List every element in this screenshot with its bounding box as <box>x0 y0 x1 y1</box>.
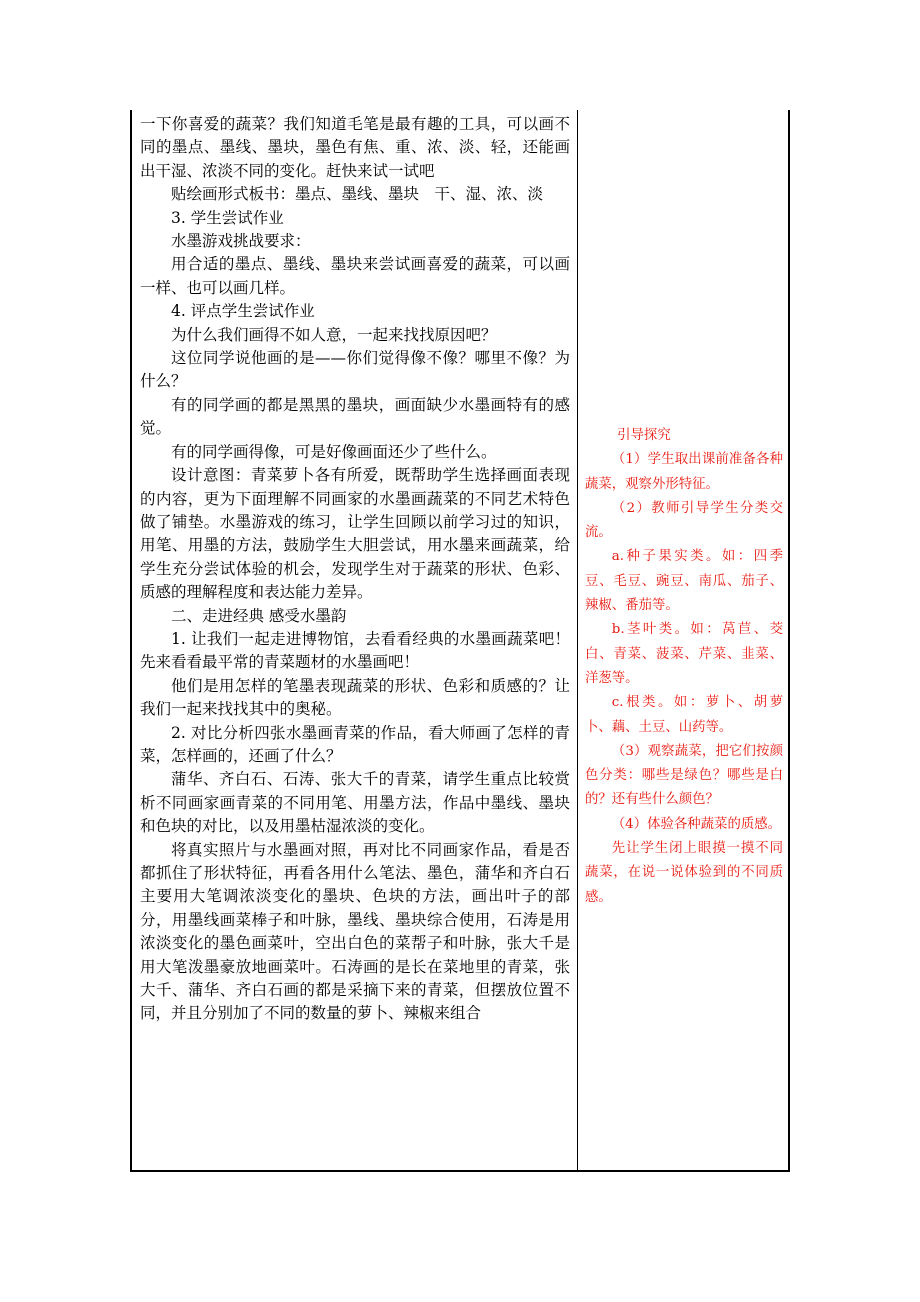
paragraph-compare-four-works: 2. 对比分析四张水墨画青菜的作品，看大师画了怎样的青菜，怎样画的，还画了什么？ <box>140 723 570 765</box>
paragraph-student-example: 这位同学说他画的是——你们觉得像不像？哪里不像？为什么？ <box>140 349 570 391</box>
activity-item-colors: （3）观察蔬菜，把它们按颜色分类：哪些是绿色？哪些是白的？还有些什么颜色？ <box>585 743 783 808</box>
activity-heading: 引导探究 <box>617 428 671 443</box>
paragraph-design-intent: 设计意图：青菜萝卜各有所爱，既帮助学生选择画面表现的内容，更为下面理解不同画家的水墨画蔬菜的不同艺术特色做了铺垫。水墨游戏的练习，让学生回顾以前学习过的知识，用笔、用墨的方法，鼓励学生大胆尝试，用水墨来画蔬菜，给学生充分尝试体验的机会，发现学生对于蔬菜的形状、色彩、质感的理解程度和表达能力差异。 <box>140 466 570 602</box>
paragraph-painters-comparison: 蒲华、齐白石、石涛、张大千的青菜，请学生重点比较赏析不同画家画青菜的不同用笔、用墨方法，作品中墨线、墨块和色块的对比，以及用墨枯湿浓淡的变化。 <box>140 770 570 836</box>
section-heading-classics: 二、走进经典 感受水墨韵 <box>171 606 347 625</box>
activity-item-roots: c.根类。如：萝卜、胡萝卜、藕、土豆、山药等。 <box>585 695 783 735</box>
activity-item-observe: （1）学生取出课前准备各种蔬菜，观察外形特征。 <box>585 452 783 492</box>
paragraph-challenge-title: 水墨游戏挑战要求： <box>171 232 311 251</box>
paragraph-step-3-heading: 3. 学生尝试作业 <box>171 208 284 227</box>
paragraph-question: 为什么我们画得不如人意，一起来找找原因吧？ <box>171 325 497 344</box>
activity-item-texture: （4）体验各种蔬菜的质感。 <box>611 816 782 832</box>
student-activity-column <box>585 424 783 910</box>
activity-item-touch: 先让学生闭上眼摸一摸不同蔬菜，在说一说体验到的不同质感。 <box>585 841 783 905</box>
paragraph-step-4-heading: 4. 评点学生尝试作业 <box>171 302 315 321</box>
teaching-process-column <box>140 113 570 1026</box>
paragraph-likeness-comment: 有的同学画得像，可是好像画面还少了些什么。 <box>171 442 497 461</box>
paragraph-museum-visit: 1. 让我们一起走进博物馆，去看看经典的水墨画蔬菜吧！先来看看最平常的青菜题材的水墨画吧！ <box>140 629 570 672</box>
paragraph-photo-vs-painting: 将真实照片与水墨画对照，再对比不同画家作品，看是否都抓住了形状特征，再看各用什么笔法、墨色，蒲华和齐白石主要用大笔调浓淡变化的墨块、色块的方法，画出叶子的部分，用墨线画菜棒子和叶脉，墨线、墨块综合使用，石涛是用浓淡变化的墨色画菜叶，空出白色的菜帮子和叶脉，张大千是用大笔泼墨豪放地画菜叶。石涛画的是长在菜地里的青菜，张大千、蒲华、齐白石画的都是采摘下来的青菜，但摆放位置不同，并且分别加了不同的数量的萝卜、辣椒来组合 <box>140 840 570 1023</box>
paragraph-brush-ink-question: 他们是用怎样的笔墨表现蔬菜的形状、色彩和质感的？让我们一起来找找其中的奥秘。 <box>140 676 570 719</box>
activity-item-classify: （2）教师引导学生分类交流。 <box>585 500 783 541</box>
column-divider <box>577 110 578 1172</box>
paragraph-board-notes: 贴绘画形式板书：墨点、墨线、墨块 干、湿、浓、淡 <box>171 185 544 204</box>
paragraph-ink-block-comment: 有的同学画的都是黑黑的墨块，画面缺少水墨画特有的感觉。 <box>140 395 570 438</box>
paragraph-intro: 一下你喜爱的蔬菜？我们知道毛笔是最有趣的工具，可以画不同的墨点、墨线、墨块，墨色有焦、重、浓、淡、轻，还能画出干湿、浓淡不同的变化。赶快来试一试吧 <box>140 115 570 180</box>
activity-item-stems-leaves: b.茎叶类。如：莴苣、茭白、青菜、菠菜、芹菜、韭菜、洋葱等。 <box>585 622 783 686</box>
activity-item-seeds-fruits: a.种子果实类。如：四季豆、毛豆、豌豆、南瓜、茄子、辣椒、番茄等。 <box>585 549 783 614</box>
paragraph-challenge-requirement: 用合适的墨点、墨线、墨块来尝试画喜爱的蔬菜，可以画一样、也可以画几样。 <box>140 255 570 297</box>
